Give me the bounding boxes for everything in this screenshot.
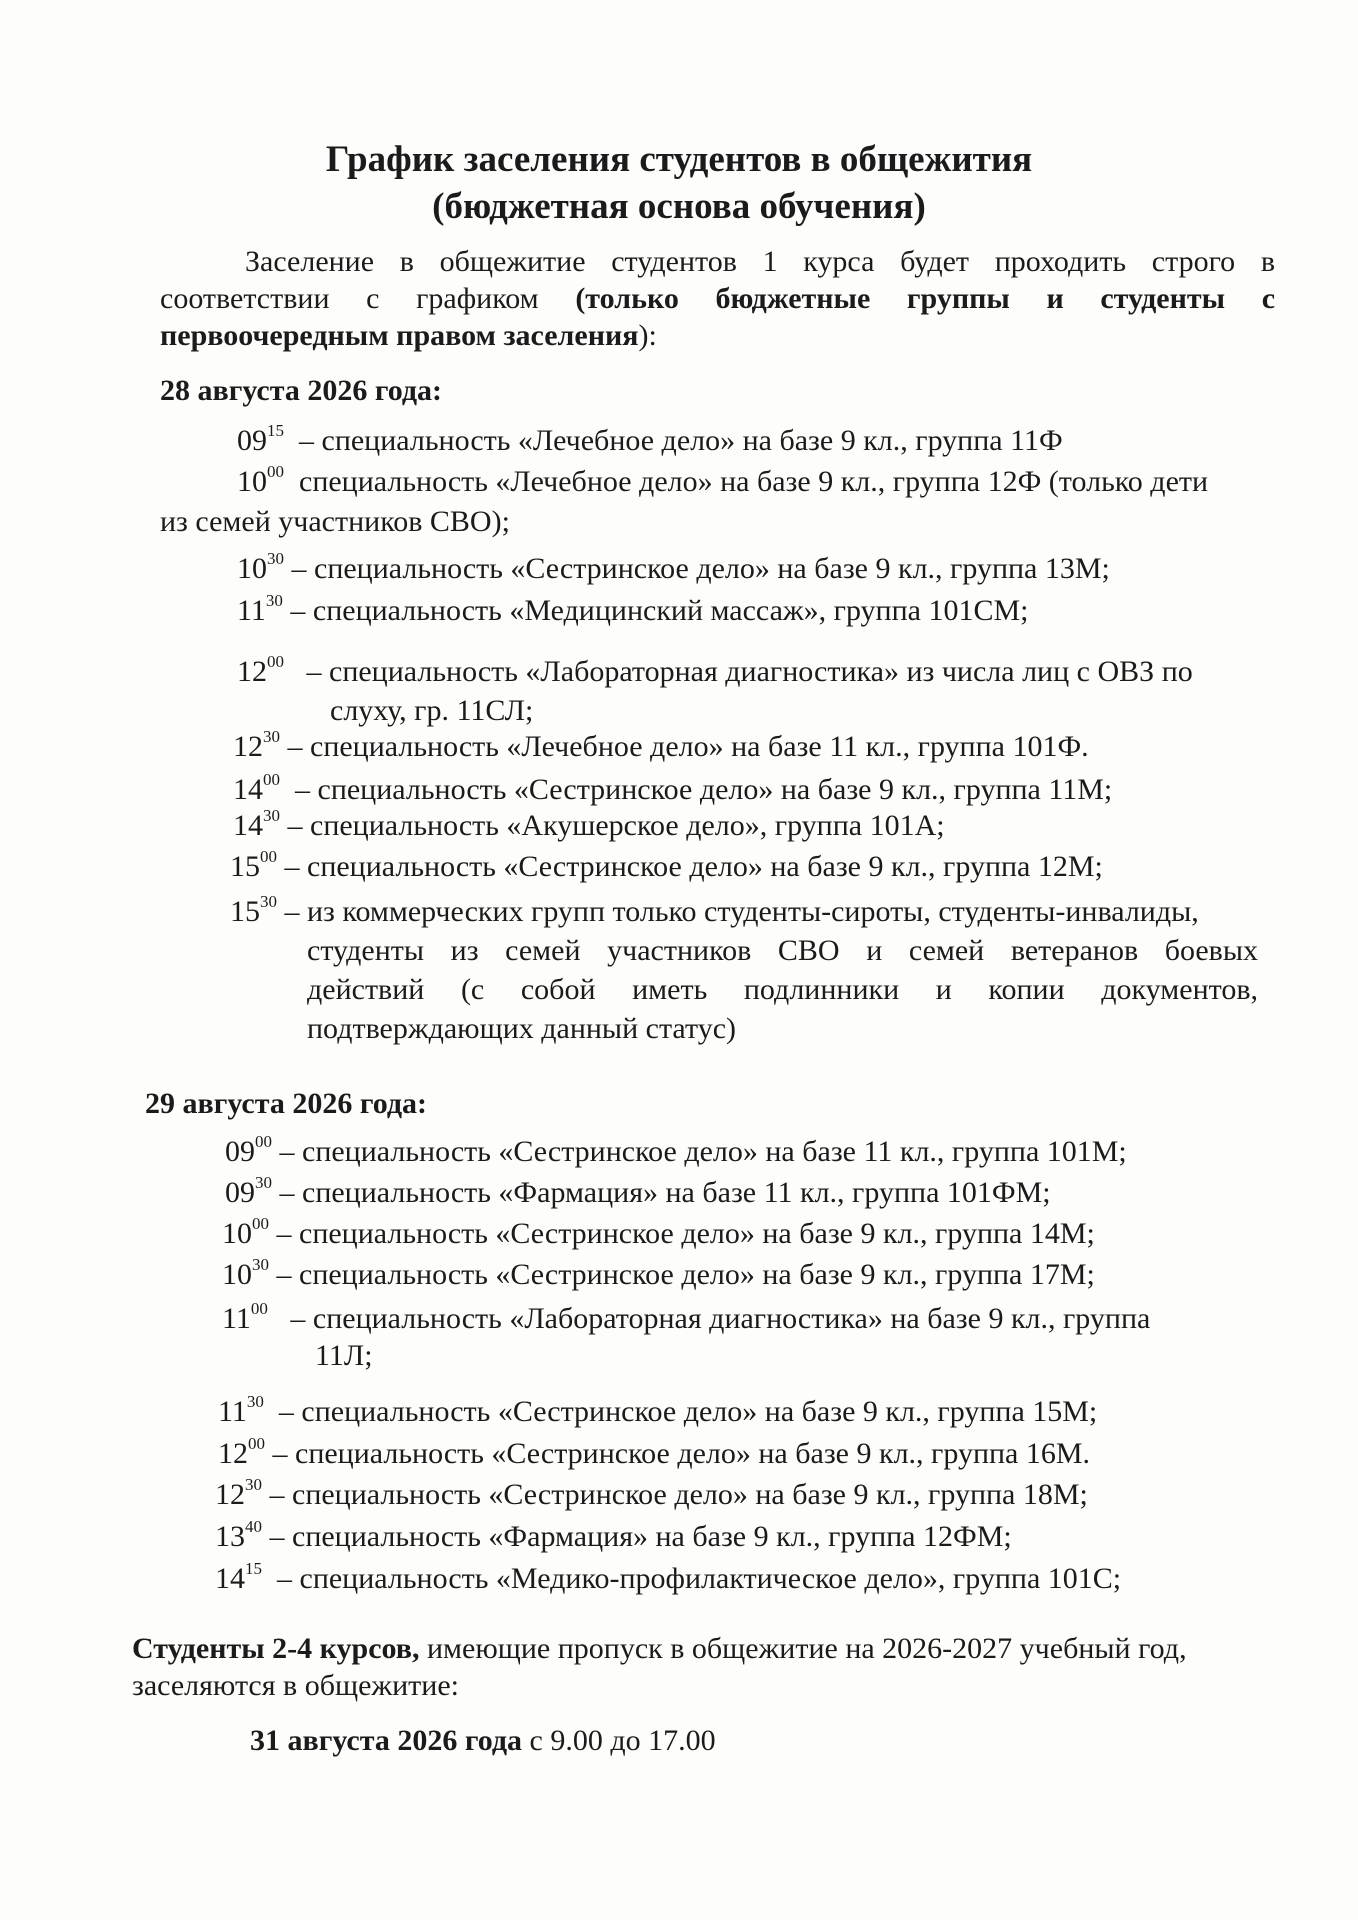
schedule-entry bbox=[222, 1215, 1095, 1253]
footer-line-2: заселяются в общежитие: bbox=[132, 1669, 459, 1702]
entry-text: – специальность «Сестринское дело» на базе 9 кл., группа 18М; bbox=[269, 1478, 1088, 1511]
schedule-entry bbox=[225, 1174, 1051, 1212]
schedule-entry bbox=[218, 1393, 1097, 1431]
entry-text: – специальность «Сестринское дело» на базе 9 кл., группа 12М; bbox=[284, 850, 1103, 883]
schedule-entry bbox=[225, 1133, 1127, 1171]
entry-time: $11^{30}$ bbox=[237, 591, 283, 627]
document-subtitle: (бюджетная основа обучения) bbox=[432, 186, 926, 227]
day2-date: 29 августа 2026 года: bbox=[145, 1087, 427, 1120]
schedule-entry bbox=[233, 771, 1112, 809]
entry-time: $09^{30}$ bbox=[225, 1173, 272, 1209]
entry-text: – специальность «Сестринское дело» на базе 9 кл., группа 16М. bbox=[272, 1437, 1091, 1470]
footer-text: имеющие пропуск в общежитие на 2026-2027 учебный год, bbox=[426, 1632, 1187, 1665]
entry-time: $10^{00}$ bbox=[237, 462, 284, 498]
entry-continuation: из семей участников СВО); bbox=[160, 505, 510, 538]
entry-time: $15^{00}$ bbox=[230, 847, 277, 883]
entry-time: $11^{30}$ bbox=[218, 1392, 264, 1428]
intro-emphasis: (только бюджетные группы и студенты с bbox=[575, 282, 1276, 315]
footer-line-1 bbox=[132, 1630, 1187, 1668]
entry-time: $14^{15}$ bbox=[215, 1559, 262, 1595]
entry-text: – специальность «Лабораторная диагностика» на базе 9 кл., группа bbox=[290, 1302, 1151, 1335]
footer-final-date bbox=[250, 1722, 716, 1760]
schedule-entry bbox=[222, 1256, 1095, 1294]
entry-time: $09^{15}$ bbox=[237, 421, 284, 457]
entry-text: – специальность «Акушерское дело», группа 101А; bbox=[287, 809, 945, 842]
document-title: График заселения студентов в общежития bbox=[325, 139, 1033, 180]
entry-text: – специальность «Сестринское дело» на базе 9 кл., группа 14М; bbox=[276, 1217, 1095, 1250]
entry-text: – специальность «Фармация» на базе 9 кл., группа 12ФМ; bbox=[269, 1520, 1012, 1553]
intro-line-3 bbox=[160, 317, 657, 355]
intro-emphasis-end: первоочередным правом заселения bbox=[160, 319, 639, 352]
entry-time: $11^{00}$ bbox=[222, 1299, 268, 1335]
entry-text: – специальность «Медико-профилактическое дело», группа 101С; bbox=[277, 1562, 1122, 1595]
intro-line-1: Заселение в общежитие студентов 1 курса будет проходить строго в bbox=[245, 245, 1275, 278]
entry-time: $10^{30}$ bbox=[222, 1255, 269, 1291]
entry-time: $12^{00}$ bbox=[237, 652, 284, 688]
entry-text: специальность «Лечебное дело» на базе 9 кл., группа 12Ф (только дети bbox=[299, 465, 1209, 498]
intro-text: соответствии с графиком bbox=[160, 282, 539, 315]
entry-continuation: подтверждающих данный статус) bbox=[307, 1012, 736, 1045]
entry-text: – специальность «Сестринское дело» на базе 9 кл., группа 11М; bbox=[295, 773, 1113, 806]
entry-time: $14^{00}$ bbox=[233, 770, 280, 806]
entry-time: $09^{00}$ bbox=[225, 1132, 272, 1168]
entry-continuation: студенты из семей участников СВО и семей ветеранов боевых bbox=[307, 934, 1258, 967]
schedule-entry bbox=[237, 550, 1110, 588]
entry-text: – специальность «Сестринское дело» на базе 9 кл., группа 13М; bbox=[291, 552, 1110, 585]
entry-time: $10^{00}$ bbox=[222, 1214, 269, 1250]
entry-time: $13^{40}$ bbox=[215, 1517, 262, 1553]
schedule-entry bbox=[222, 1300, 1150, 1338]
schedule-entry bbox=[237, 422, 1063, 460]
day1-date: 28 августа 2026 года: bbox=[160, 374, 442, 407]
intro-colon: ): bbox=[638, 319, 657, 352]
entry-text: – специальность «Лечебное дело» на базе 9 кл., группа 11Ф bbox=[299, 424, 1063, 457]
entry-time: $10^{30}$ bbox=[237, 549, 284, 585]
entry-time: $14^{30}$ bbox=[233, 806, 280, 842]
final-time: с 9.00 до 17.00 bbox=[529, 1724, 716, 1757]
entry-time: $15^{30}$ bbox=[230, 892, 277, 928]
entry-text: – из коммерческих групп только студенты-сироты, студенты-инвалиды, bbox=[284, 895, 1199, 928]
schedule-entry bbox=[218, 1435, 1090, 1473]
schedule-entry bbox=[230, 893, 1199, 931]
entry-text: – специальность «Сестринское дело» на базе 9 кл., группа 17М; bbox=[276, 1258, 1095, 1291]
entry-text: – специальность «Лабораторная диагностика» из числа лиц с ОВЗ по bbox=[306, 655, 1193, 688]
entry-continuation: действий (с собой иметь подлинники и копии документов, bbox=[307, 973, 1258, 1006]
entry-time: $12^{00}$ bbox=[218, 1434, 265, 1470]
schedule-entry bbox=[215, 1518, 1012, 1556]
entry-text: – специальность «Лечебное дело» на базе 11 кл., группа 101Ф. bbox=[287, 730, 1089, 763]
entry-time: $12^{30}$ bbox=[215, 1475, 262, 1511]
entry-text: – специальность «Фармация» на базе 11 кл., группа 101ФМ; bbox=[279, 1176, 1051, 1209]
entry-text: – специальность «Медицинский массаж», группа 101СМ; bbox=[290, 594, 1029, 627]
footer-emphasis: Студенты 2-4 курсов, bbox=[132, 1632, 420, 1665]
entry-continuation: слуху, гр. 11СЛ; bbox=[330, 694, 534, 727]
schedule-entry bbox=[233, 807, 945, 845]
entry-text: – специальность «Сестринское дело» на базе 9 кл., группа 15М; bbox=[278, 1395, 1098, 1428]
schedule-entry bbox=[215, 1476, 1088, 1514]
schedule-entry bbox=[237, 653, 1193, 691]
entry-time: $12^{30}$ bbox=[233, 727, 280, 763]
schedule-entry bbox=[237, 592, 1029, 630]
final-date: 31 августа 2026 года bbox=[250, 1724, 523, 1757]
entry-continuation: 11Л; bbox=[315, 1339, 373, 1372]
schedule-entry bbox=[230, 848, 1103, 886]
schedule-entry bbox=[233, 728, 1089, 766]
intro-line-2 bbox=[160, 280, 1275, 318]
schedule-entry bbox=[237, 463, 1208, 501]
entry-text: – специальность «Сестринское дело» на базе 11 кл., группа 101М; bbox=[279, 1135, 1127, 1168]
schedule-entry bbox=[215, 1560, 1121, 1598]
